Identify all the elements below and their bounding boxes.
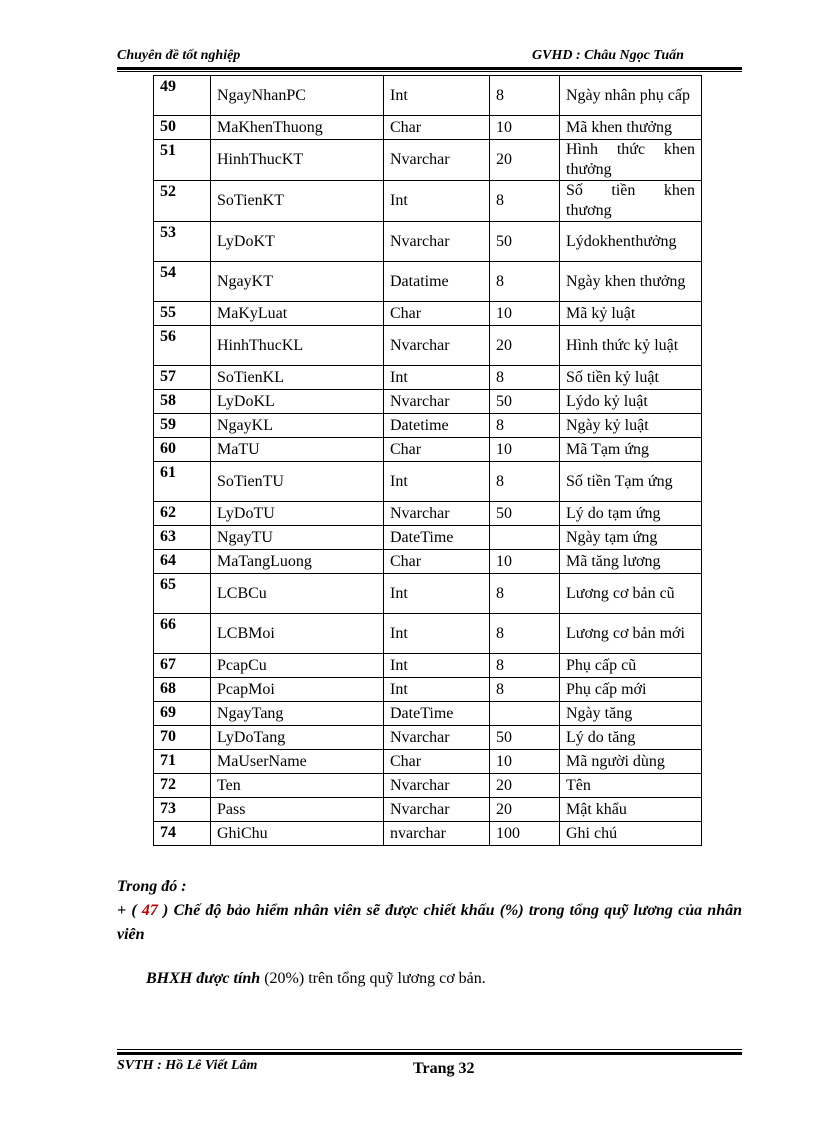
cell-number: 63	[154, 526, 211, 550]
cell-description: Phụ cấp cũ	[560, 654, 702, 678]
cell-size: 8	[490, 614, 560, 654]
cell-size: 50	[490, 222, 560, 262]
cell-number: 51	[154, 140, 211, 181]
cell-number: 71	[154, 750, 211, 774]
cell-size: 10	[490, 302, 560, 326]
cell-field-name: Ten	[211, 774, 384, 798]
cell-data-type: Nvarchar	[384, 390, 490, 414]
cell-size: 10	[490, 750, 560, 774]
cell-number: 62	[154, 502, 211, 526]
cell-data-type: Nvarchar	[384, 726, 490, 750]
table-row	[154, 654, 702, 678]
cell-size: 20	[490, 326, 560, 366]
cell-field-name: NgayTang	[211, 702, 384, 726]
cell-size: 8	[490, 654, 560, 678]
table-row	[154, 222, 702, 262]
table-row	[154, 798, 702, 822]
cell-size: 8	[490, 462, 560, 502]
cell-field-name: HinhThucKT	[211, 140, 384, 181]
cell-description: Lý do tạm ứng	[560, 502, 702, 526]
cell-size: 8	[490, 76, 560, 116]
cell-description: Số tiền khen thương	[560, 181, 702, 222]
cell-field-name: MaTangLuong	[211, 550, 384, 574]
cell-size	[490, 702, 560, 726]
cell-data-type: DateTime	[384, 702, 490, 726]
header-rule-thick	[117, 67, 742, 70]
cell-number: 68	[154, 678, 211, 702]
cell-field-name: MaKyLuat	[211, 302, 384, 326]
cell-size: 8	[490, 678, 560, 702]
table-row	[154, 726, 702, 750]
cell-field-name: Pass	[211, 798, 384, 822]
table-row	[154, 366, 702, 390]
cell-data-type: Datatime	[384, 262, 490, 302]
cell-size: 8	[490, 574, 560, 614]
table-row	[154, 262, 702, 302]
cell-size: 8	[490, 181, 560, 222]
cell-number: 67	[154, 654, 211, 678]
cell-description: Lương cơ bản mới	[560, 614, 702, 654]
cell-size: 8	[490, 414, 560, 438]
cell-data-type: Char	[384, 550, 490, 574]
cell-number: 69	[154, 702, 211, 726]
cell-field-name: SoTienKL	[211, 366, 384, 390]
cell-data-type: Char	[384, 116, 490, 140]
notes-title: Trong đó :	[117, 878, 187, 895]
table-row	[154, 502, 702, 526]
cell-field-name: LCBCu	[211, 574, 384, 614]
table-row	[154, 390, 702, 414]
notes-body-prefix: + (	[117, 902, 142, 919]
cell-number: 66	[154, 614, 211, 654]
cell-field-name: GhiChu	[211, 822, 384, 846]
cell-description: Ngày kỷ luật	[560, 414, 702, 438]
cell-description: Mã người dùng	[560, 750, 702, 774]
cell-data-type: Int	[384, 366, 490, 390]
cell-number: 55	[154, 302, 211, 326]
footer-author: SVTH : Hồ Lê Viết Lâm	[117, 1058, 258, 1073]
cell-size: 20	[490, 774, 560, 798]
cell-data-type: nvarchar	[384, 822, 490, 846]
cell-field-name: MaUserName	[211, 750, 384, 774]
cell-data-type: Char	[384, 302, 490, 326]
cell-size: 8	[490, 262, 560, 302]
cell-number: 52	[154, 181, 211, 222]
cell-size: 20	[490, 798, 560, 822]
cell-description: Tên	[560, 774, 702, 798]
cell-field-name: SoTienTU	[211, 462, 384, 502]
cell-size: 10	[490, 116, 560, 140]
table-row	[154, 526, 702, 550]
cell-description: Ghi chú	[560, 822, 702, 846]
cell-number: 72	[154, 774, 211, 798]
header-rule-thin	[117, 71, 742, 72]
cell-field-name: NgayNhanPC	[211, 76, 384, 116]
cell-field-name: NgayKL	[211, 414, 384, 438]
cell-size	[490, 526, 560, 550]
field-table	[153, 75, 702, 846]
cell-data-type: Nvarchar	[384, 326, 490, 366]
cell-field-name: MaTU	[211, 438, 384, 462]
table-row	[154, 302, 702, 326]
field-table-body	[154, 76, 702, 846]
cell-data-type: Nvarchar	[384, 502, 490, 526]
cell-size: 8	[490, 366, 560, 390]
cell-field-name: HinhThucKL	[211, 326, 384, 366]
cell-field-name: NgayTU	[211, 526, 384, 550]
cell-data-type: Datetime	[384, 414, 490, 438]
cell-data-type: Int	[384, 574, 490, 614]
cell-number: 65	[154, 574, 211, 614]
cell-size: 50	[490, 390, 560, 414]
table-row	[154, 414, 702, 438]
cell-size: 10	[490, 438, 560, 462]
footer-rule-thick	[117, 1052, 742, 1055]
cell-field-name: LyDoTU	[211, 502, 384, 526]
cell-description: Ngày tạm ứng	[560, 526, 702, 550]
cell-number: 64	[154, 550, 211, 574]
cell-description: Mã tăng lương	[560, 550, 702, 574]
cell-description: Lýdo kỷ luật	[560, 390, 702, 414]
cell-description: Hình thức kỷ luật	[560, 326, 702, 366]
bhxh-line	[146, 967, 742, 991]
cell-number: 70	[154, 726, 211, 750]
cell-field-name: SoTienKT	[211, 181, 384, 222]
table-row	[154, 614, 702, 654]
cell-field-name: MaKhenThuong	[211, 116, 384, 140]
table-row	[154, 438, 702, 462]
cell-data-type: Int	[384, 614, 490, 654]
cell-field-name: PcapMoi	[211, 678, 384, 702]
notes-body	[117, 899, 742, 947]
cell-data-type: Int	[384, 181, 490, 222]
cell-description: Mã Tạm ứng	[560, 438, 702, 462]
cell-size: 20	[490, 140, 560, 181]
table-row	[154, 678, 702, 702]
cell-description: Ngày nhân phụ cấp	[560, 76, 702, 116]
cell-number: 49	[154, 76, 211, 116]
cell-data-type: Int	[384, 678, 490, 702]
cell-data-type: Nvarchar	[384, 774, 490, 798]
table-row	[154, 550, 702, 574]
cell-data-type: Int	[384, 654, 490, 678]
cell-number: 59	[154, 414, 211, 438]
cell-number: 53	[154, 222, 211, 262]
table-row	[154, 574, 702, 614]
notes-body-suffix: ) Chế độ bảo hiểm nhân viên sẽ được chiết khấu (%) trong tổng quỹ lương của nhân viên	[117, 902, 742, 943]
cell-field-name: LyDoTang	[211, 726, 384, 750]
table-row	[154, 181, 702, 222]
table-row	[154, 822, 702, 846]
cell-data-type: Nvarchar	[384, 140, 490, 181]
cell-description: Lý do tăng	[560, 726, 702, 750]
cell-description: Số tiền Tạm ứng	[560, 462, 702, 502]
cell-description: Lương cơ bản cũ	[560, 574, 702, 614]
cell-description: Ngày khen thưởng	[560, 262, 702, 302]
cell-number: 74	[154, 822, 211, 846]
table-row	[154, 140, 702, 181]
cell-size: 50	[490, 726, 560, 750]
cell-data-type: Int	[384, 76, 490, 116]
cell-number: 57	[154, 366, 211, 390]
cell-number: 56	[154, 326, 211, 366]
cell-size: 50	[490, 502, 560, 526]
footer-page-number: Trang 32	[413, 1060, 475, 1077]
cell-field-name: PcapCu	[211, 654, 384, 678]
header-right: GVHD : Châu Ngọc Tuấn	[532, 48, 684, 63]
table-row	[154, 774, 702, 798]
cell-description: Số tiền kỷ luật	[560, 366, 702, 390]
bhxh-text: (20%) trên tổng quỹ lương cơ bản.	[260, 970, 486, 987]
cell-size: 10	[490, 550, 560, 574]
cell-description: Mã khen thưởng	[560, 116, 702, 140]
table-row	[154, 76, 702, 116]
notes-body-highlight: 47	[141, 902, 158, 919]
cell-number: 58	[154, 390, 211, 414]
cell-data-type: DateTime	[384, 526, 490, 550]
cell-size: 100	[490, 822, 560, 846]
table-row	[154, 116, 702, 140]
cell-number: 73	[154, 798, 211, 822]
cell-description: Lýdokhenthưởng	[560, 222, 702, 262]
cell-data-type: Nvarchar	[384, 798, 490, 822]
cell-description: Mã kỷ luật	[560, 302, 702, 326]
cell-number: 54	[154, 262, 211, 302]
cell-description: Phụ cấp mới	[560, 678, 702, 702]
cell-field-name: NgayKT	[211, 262, 384, 302]
table-row	[154, 462, 702, 502]
cell-number: 60	[154, 438, 211, 462]
cell-description: Hình thức khen thưởng	[560, 140, 702, 181]
cell-description: Ngày tăng	[560, 702, 702, 726]
header-left: Chuyên đề tốt nghiệp	[117, 48, 241, 63]
cell-data-type: Int	[384, 462, 490, 502]
cell-field-name: LyDoKT	[211, 222, 384, 262]
cell-number: 50	[154, 116, 211, 140]
table-row	[154, 750, 702, 774]
cell-description: Mật khẩu	[560, 798, 702, 822]
bhxh-label: BHXH được tính	[146, 970, 261, 987]
table-row	[154, 702, 702, 726]
footer-rule-thin	[117, 1049, 742, 1050]
cell-number: 61	[154, 462, 211, 502]
cell-field-name: LCBMoi	[211, 614, 384, 654]
cell-data-type: Char	[384, 438, 490, 462]
cell-field-name: LyDoKL	[211, 390, 384, 414]
table-row	[154, 326, 702, 366]
cell-data-type: Nvarchar	[384, 222, 490, 262]
cell-data-type: Char	[384, 750, 490, 774]
